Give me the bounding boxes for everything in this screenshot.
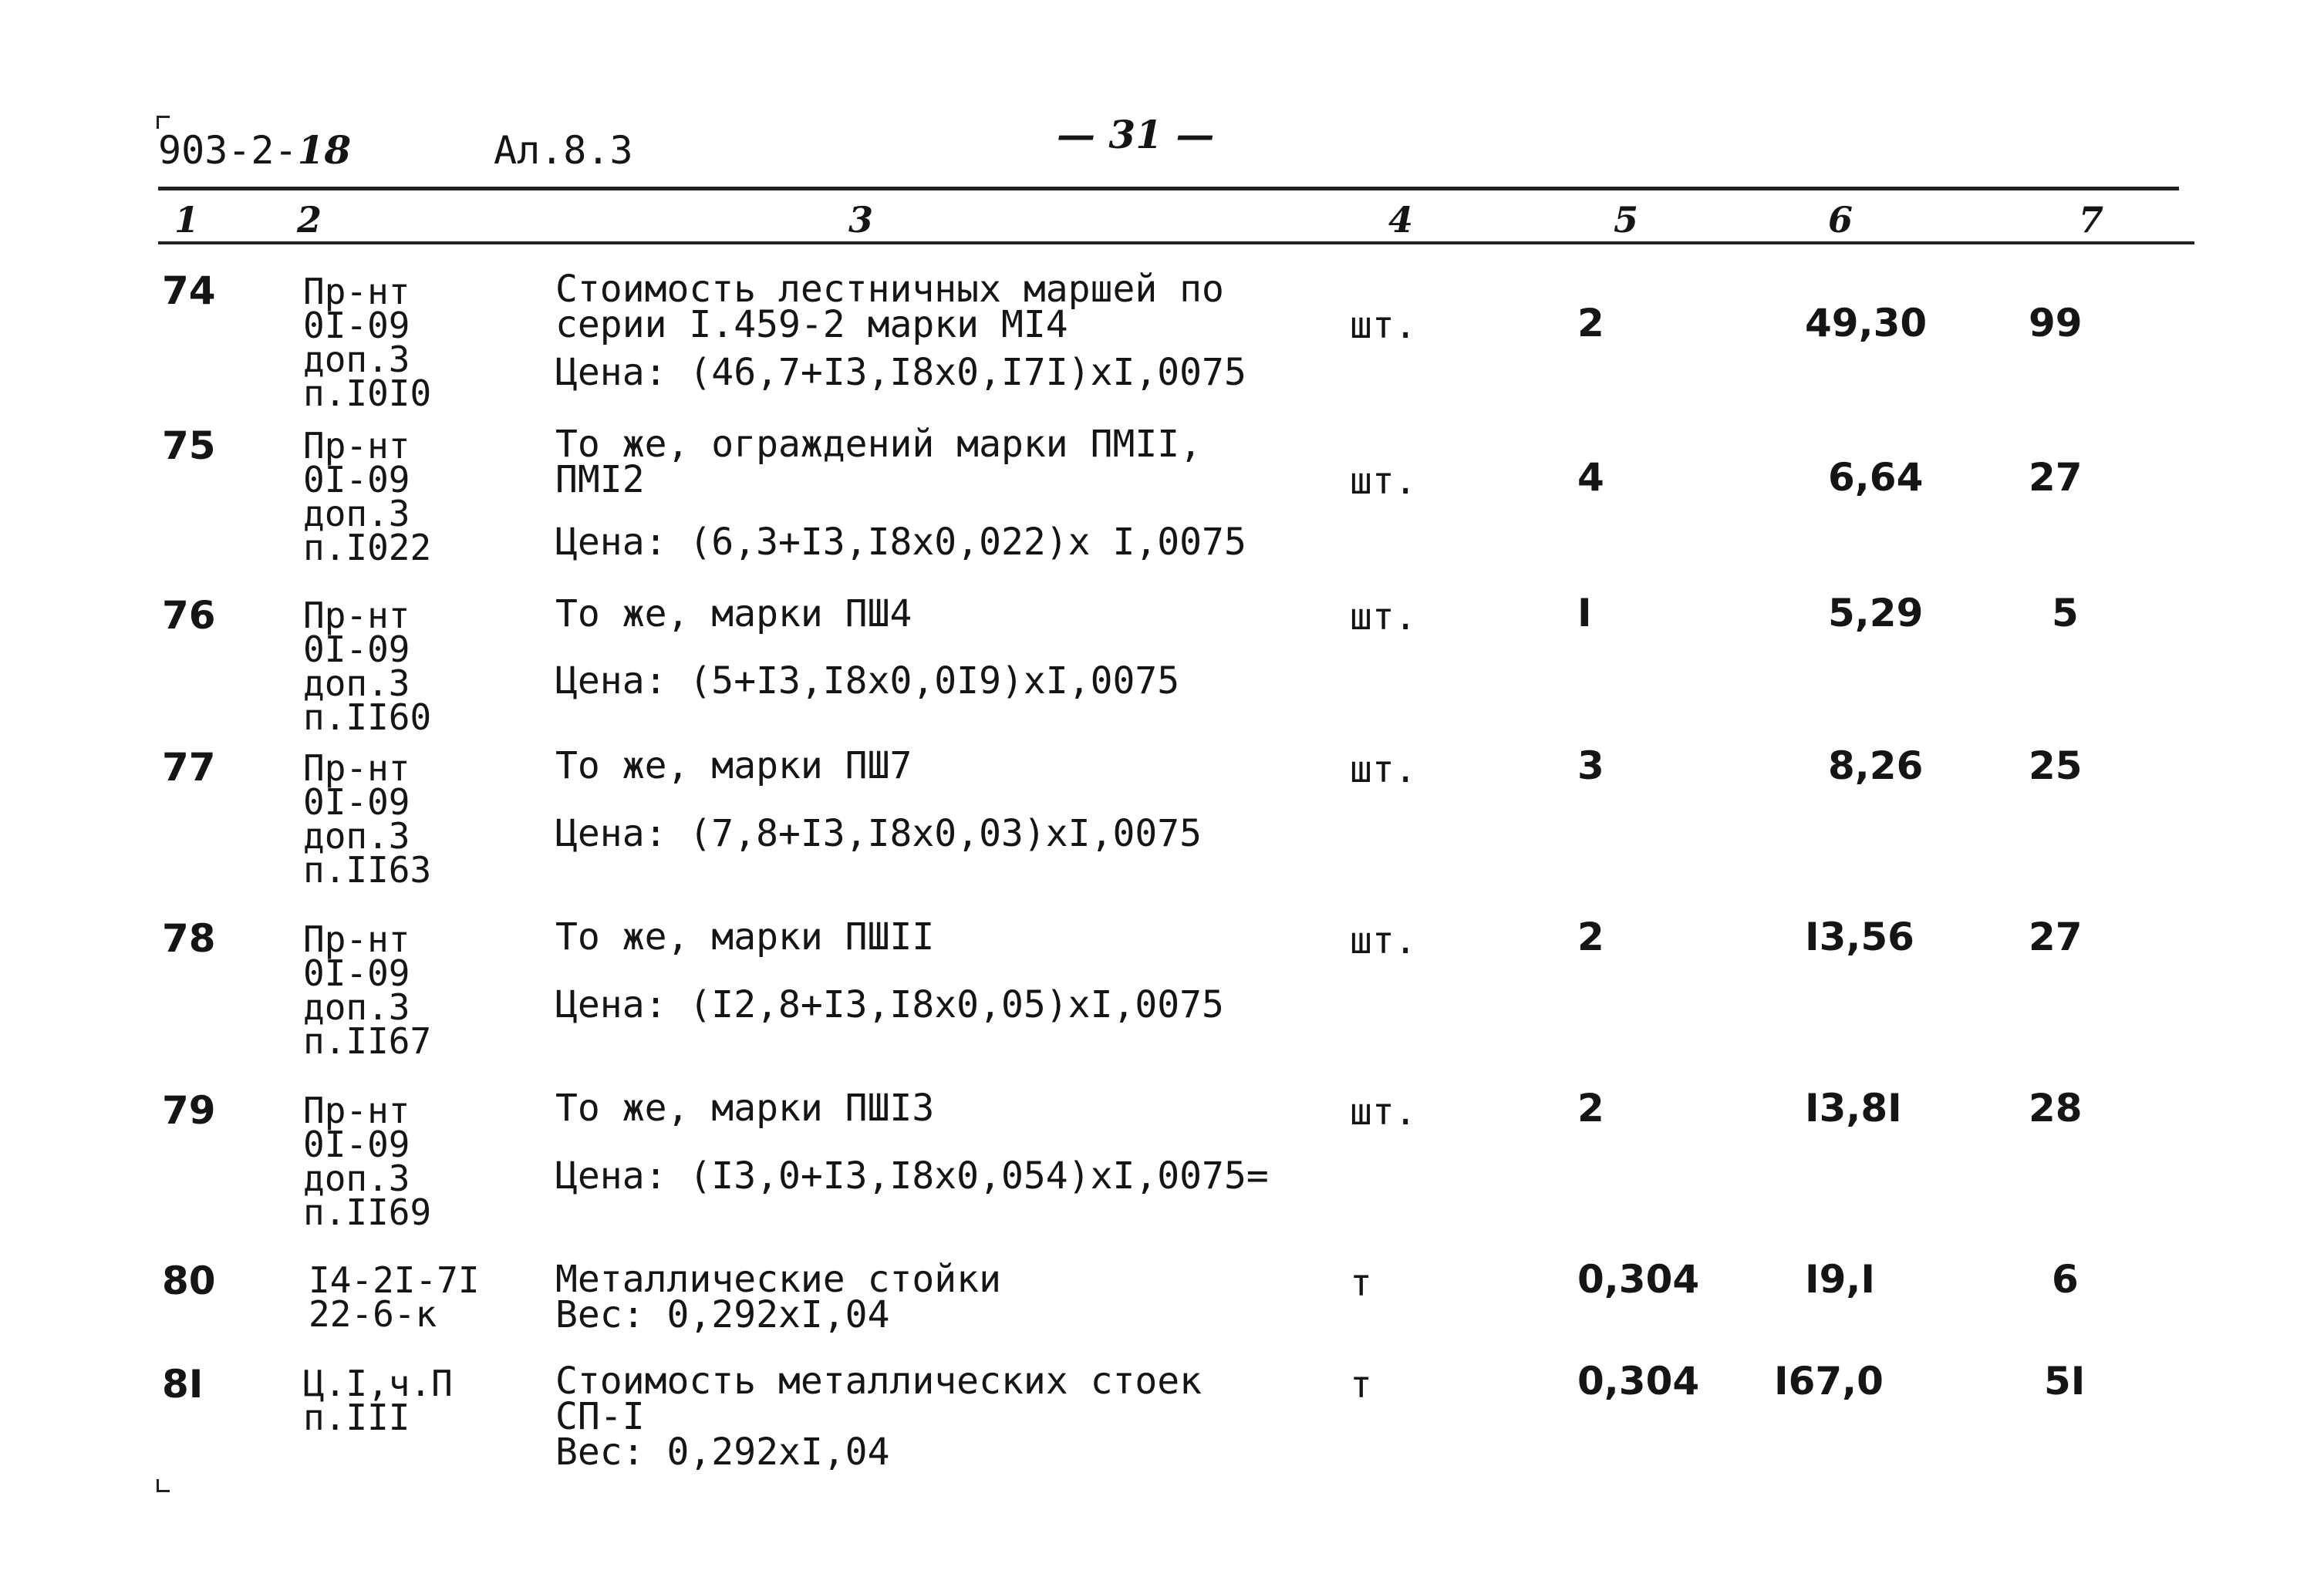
row-description [555,423,1202,501]
row-quantity: 0,304 [1577,1359,1700,1404]
description-line: Стоимость металлических стоек [555,1360,1202,1403]
row-code [303,1363,453,1438]
table-top-rule [158,187,2179,190]
row-code [303,918,432,1062]
row-total: 99 [2029,301,2083,345]
row-unit-cost: 8,26 [1828,743,1924,788]
row-unit: шт. [1350,304,1417,347]
description-line: Металлические стойки [555,1258,1001,1301]
row-number: 75 [162,423,216,468]
row-number: 8I [162,1362,204,1407]
row-unit-cost: 5,29 [1828,591,1924,635]
row-number: 77 [162,745,216,790]
row-unit-cost: 6,64 [1828,455,1924,500]
row-total: 5I [2044,1359,2086,1404]
description-line: ПМI2 [555,458,645,501]
row-unit: т [1350,1363,1372,1407]
description-line: То же, ограждений марки ПМII, [555,423,1202,466]
row-description [555,268,1224,346]
row-description [555,1360,1202,1474]
column-number-5: 5 [1614,199,1639,241]
code-line: п.II67 [303,1020,432,1062]
row-description [555,744,912,787]
description-line: серии I.459-2 марки МI4 [555,303,1068,346]
row-description [555,1087,935,1130]
code-line: п.II69 [303,1191,432,1233]
row-quantity: 3 [1577,743,1604,788]
row-total: 27 [2029,915,2083,959]
description-line: СП-I [555,1395,645,1438]
row-total: 5 [2052,591,2079,635]
row-description [555,1258,1001,1336]
row-price-formula: Цена: (5+I3,I8х0,0I9)хI,0075 [555,659,1180,703]
row-unit: шт. [1350,748,1417,791]
row-unit: шт. [1350,460,1417,503]
code-line: доп.3 [303,986,410,1028]
row-code [309,1259,480,1335]
row-number: 74 [162,268,216,313]
row-total: 25 [2029,743,2083,788]
code-line: доп.3 [303,339,410,380]
row-number: 78 [162,916,216,961]
row-quantity: 2 [1577,1086,1604,1131]
code-line: п.I0I0 [303,372,432,414]
code-line: Пр-нт [303,747,410,789]
row-unit: шт. [1350,919,1417,962]
row-code [303,271,432,414]
row-number: 79 [162,1088,216,1133]
row-code [303,595,432,738]
code-line: 0I-09 [303,1124,410,1165]
row-unit-cost: I9,I [1805,1257,1875,1302]
code-line: Пр-нт [303,425,410,467]
row-unit-cost: I3,8I [1805,1086,1902,1131]
row-number: 80 [162,1259,216,1303]
code-line: 0I-09 [303,305,410,346]
code-line: доп.3 [303,493,410,534]
description-line: То же, марки ПШ4 [555,592,912,635]
row-quantity: I [1577,591,1592,635]
code-line: Ц.I,ч.П [303,1363,453,1404]
code-line: Пр-нт [303,271,410,312]
corner-mark-bottom-left [157,1479,170,1492]
row-unit: т [1350,1262,1372,1305]
column-number-6: 6 [1828,199,1853,241]
code-line: I4-2I-7I [309,1259,480,1301]
row-quantity: 2 [1577,915,1604,959]
row-unit: шт. [1350,595,1417,639]
code-line: доп.3 [303,815,410,857]
row-total: 27 [2029,455,2083,500]
row-description [555,915,935,959]
code-line: доп.3 [303,662,410,704]
row-price-formula: Цена: (I2,8+I3,I8х0,05)хI,0075 [555,983,1224,1026]
row-unit-cost: I67,0 [1774,1359,1884,1404]
description-line: То же, марки ПШII [555,915,935,959]
row-quantity: 4 [1577,455,1604,500]
code-line: п.III [303,1397,410,1438]
code-line: 0I-09 [303,781,410,823]
code-line: Пр-нт [303,595,410,636]
row-code [303,747,432,891]
row-price-formula: Цена: (I3,0+I3,I8х0,054)хI,0075= [555,1154,1269,1198]
corner-mark-top-left [157,116,170,129]
column-number-2: 2 [297,199,322,241]
document-code-prefix: 903-2- [158,128,298,173]
description-line: То же, марки ПШ7 [555,744,912,787]
description-line: То же, марки ПШI3 [555,1087,935,1130]
code-line: доп.3 [303,1158,410,1199]
row-price-formula: Цена: (46,7+I3,I8х0,I7I)хI,0075 [555,351,1246,394]
row-code [303,1090,432,1233]
description-line: Вес: 0,292хI,04 [555,1431,890,1474]
code-line: п.II60 [303,696,432,738]
row-quantity: 0,304 [1577,1257,1700,1302]
code-line: 22-6-к [309,1293,437,1335]
row-quantity: 2 [1577,301,1604,345]
row-code [303,425,432,568]
row-total: 28 [2029,1086,2083,1131]
code-line: Пр-нт [303,918,410,960]
album-number: Ал.8.3 [494,128,633,173]
column-number-1: 1 [174,199,200,241]
row-unit: шт. [1350,1090,1417,1134]
document-code [158,127,352,173]
row-unit-cost: 49,30 [1805,301,1928,345]
page-number: — 31 — [1057,112,1215,157]
table-header-bottom-rule [158,241,2194,244]
description-line: Вес: 0,292хI,04 [555,1293,890,1336]
column-number-7: 7 [2079,199,2104,241]
document-code-handwritten: 18 [297,127,352,173]
column-number-4: 4 [1388,199,1414,241]
row-total: 6 [2052,1257,2079,1302]
column-number-3: 3 [848,199,874,241]
code-line: 0I-09 [303,629,410,670]
row-price-formula: Цена: (7,8+I3,I8х0,03)хI,0075 [555,812,1202,855]
code-line: 0I-09 [303,952,410,994]
row-price-formula: Цена: (6,3+I3,I8х0,022)х I,0075 [555,521,1246,564]
description-line: Стоимость лестничных маршей по [555,268,1224,311]
code-line: п.II63 [303,849,432,891]
code-line: 0I-09 [303,459,410,500]
code-line: п.I022 [303,527,432,568]
row-description [555,592,912,635]
code-line: Пр-нт [303,1090,410,1131]
row-unit-cost: I3,56 [1805,915,1914,959]
row-number: 76 [162,593,216,638]
